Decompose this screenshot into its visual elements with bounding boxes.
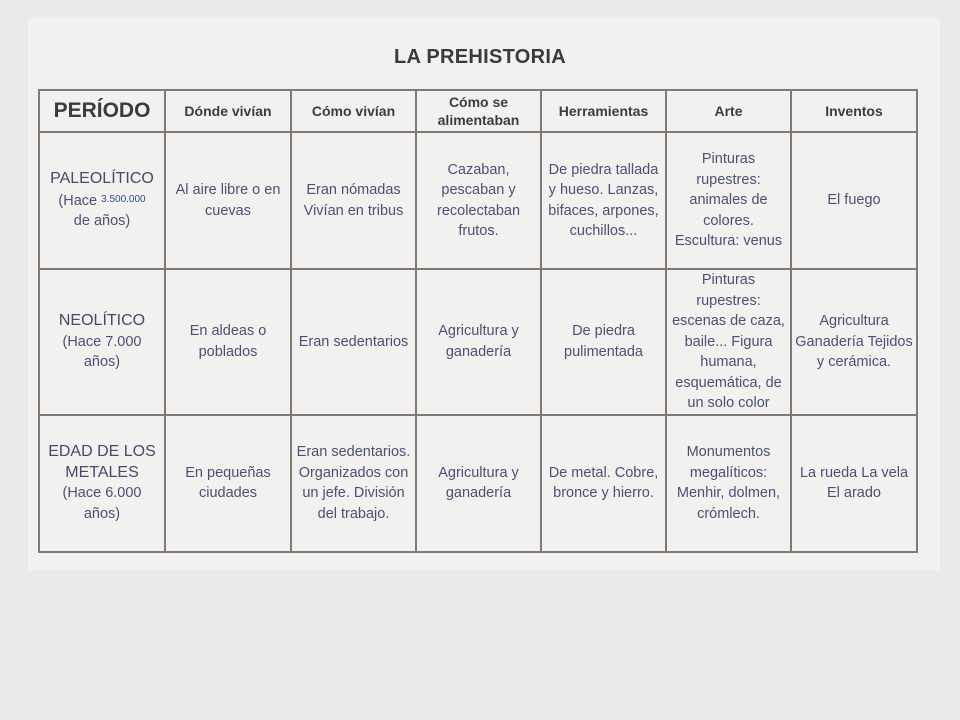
cell-alimentacion: Agricultura y ganadería bbox=[416, 415, 541, 552]
cell-arte: Pinturas rupestres: escenas de caza, baile... Figura humana, esquemática, de un solo color bbox=[666, 269, 791, 415]
header-como-se-alimentaban: Cómo se alimentaban bbox=[416, 90, 541, 132]
cell-alimentacion: Agricultura y ganadería bbox=[416, 269, 541, 415]
cell-inventos: El fuego bbox=[791, 132, 917, 269]
cell-herramientas: De piedra pulimentada bbox=[541, 269, 666, 415]
period-name: PALEOLÍTICO bbox=[50, 170, 154, 188]
table-header-row bbox=[39, 90, 917, 132]
header-inventos: Inventos bbox=[791, 90, 917, 132]
period-rest: años) bbox=[83, 354, 121, 370]
cell-como: Eran nómadas Vivían en tribus bbox=[291, 132, 416, 269]
period-years: 3.500.000 bbox=[101, 193, 146, 205]
period-name: EDAD DE LOS METALES bbox=[48, 443, 156, 481]
table-row bbox=[39, 415, 917, 552]
period-rest: de años) bbox=[73, 213, 131, 230]
header-como-vivian: Cómo vivían bbox=[291, 90, 416, 132]
period-rest: años) bbox=[83, 505, 121, 522]
table-row bbox=[39, 269, 917, 415]
cell-herramientas: De piedra tallada y hueso. Lanzas, bifaces, arpones, cuchillos... bbox=[541, 132, 666, 269]
cell-alimentacion: Cazaban, pescaban y recolectaban frutos. bbox=[416, 132, 541, 269]
period-cell bbox=[39, 415, 165, 552]
period-hace: (Hace 7.000 bbox=[62, 333, 142, 350]
table-row bbox=[39, 132, 917, 269]
header-arte: Arte bbox=[666, 90, 791, 132]
cell-inventos: Agricultura Ganadería Tejidos y cerámica. bbox=[791, 269, 917, 415]
period-name: NEOLÍTICO bbox=[58, 312, 146, 329]
cell-herramientas: De metal. Cobre, bronce y hierro. bbox=[541, 415, 666, 552]
cell-inventos: La rueda La vela El arado bbox=[791, 415, 917, 552]
period-hace: (Hace bbox=[58, 192, 98, 209]
cell-donde: En pequeñas ciudades bbox=[165, 415, 291, 552]
page-title: LA PREHISTORIA bbox=[394, 46, 566, 68]
cell-como: Eran sedentarios. Organizados con un jefe. División del trabajo. bbox=[291, 415, 416, 552]
cell-como: Eran sedentarios bbox=[291, 269, 416, 415]
header-periodo: PERÍODO bbox=[39, 90, 165, 132]
cell-arte: Monumentos megalíticos: Menhir, dolmen, crómlech. bbox=[666, 415, 791, 552]
cell-donde: En aldeas o poblados bbox=[165, 269, 291, 415]
header-donde-vivian: Dónde vivían bbox=[165, 90, 291, 132]
prehistory-table bbox=[38, 89, 918, 553]
header-herramientas: Herramientas bbox=[541, 90, 666, 132]
period-cell bbox=[39, 269, 165, 415]
period-hace: (Hace 6.000 bbox=[62, 485, 142, 501]
cell-arte: Pinturas rupestres: animales de colores. Escultura: venus bbox=[666, 132, 791, 269]
cell-donde: Al aire libre o en cuevas bbox=[165, 132, 291, 269]
period-cell bbox=[39, 132, 165, 269]
